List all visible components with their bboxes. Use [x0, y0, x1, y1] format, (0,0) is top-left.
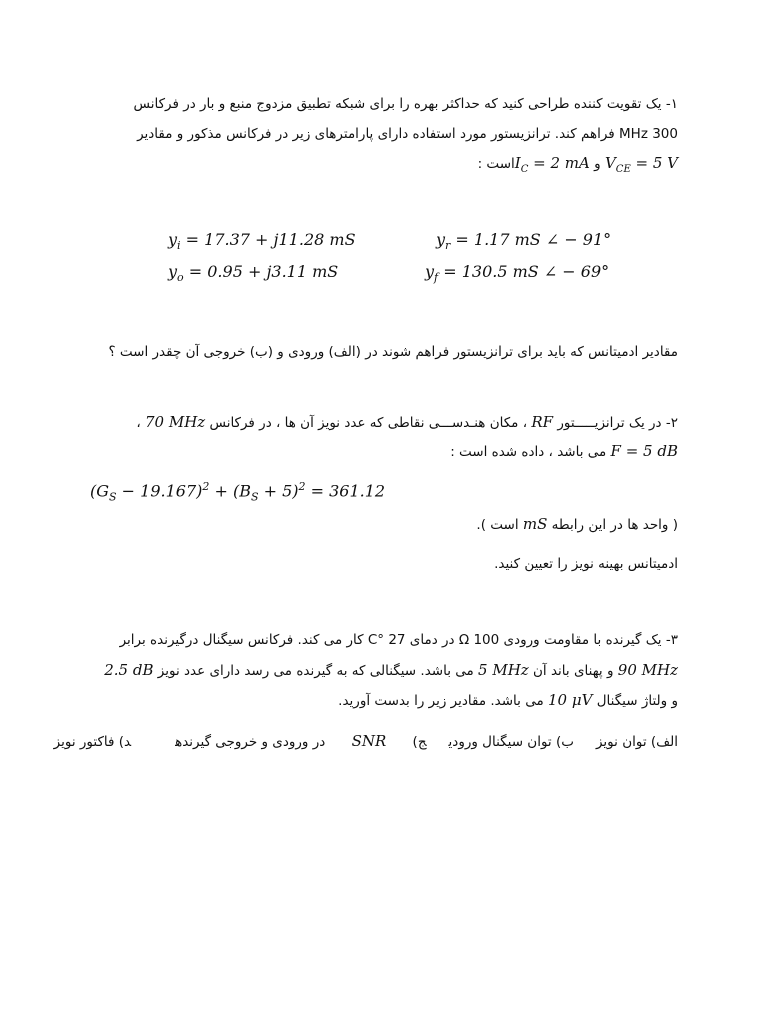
q2-circle-equation: $(G_S - 19.167)^2 + (B_S + 5)^2 = 361.12$	[90, 480, 386, 504]
q3-sub-questions	[32, 731, 678, 752]
q1-line3	[88, 153, 678, 180]
q2-rf: RF	[531, 413, 554, 431]
q1-question	[88, 342, 678, 362]
q1-line1-text: ۱- یک تقویت کننده طراحی کنید که حداکثر بهره را برای شبکه تطبیق مزدوج منبع و بار در فرکانس	[133, 96, 678, 112]
q1-vce-eq: $V_{CE} = 5$ V	[604, 154, 678, 175]
q1-question-text: مقادیر ادمیتانس که باید برای ترانزیستور فراهم شوند در (الف) ورودی و (ب) خروجی آن چقدر است ؟	[108, 344, 678, 360]
q3-line1-text: ۳- یک گیرنده با مقاومت ورودی Ω 100 در دمای C° 27 کار می کند. فرکانس سیگنال درگیرنده برابر	[119, 632, 678, 648]
q2-noise-figure: F = 5 dB	[610, 442, 678, 460]
q2-question-text: ادمیتانس بهینه نویز را تعیین کنید.	[494, 556, 678, 572]
q3-line2: 90 MHz و پهنای باند آن 5 MHz می باشد. سیگنالی که به گیرنده می رسد دارای عدد نویز 2.5 dB	[104, 661, 678, 679]
q3-line1	[88, 630, 678, 650]
q2-question	[88, 554, 678, 574]
q2-line2: F = 5 dB می باشد ، داده شده است :	[450, 442, 678, 460]
q1-yo-eq: $y_o = 0.95 + j3.11$ mS	[168, 262, 339, 285]
q3-line3: و ولتاژ سیگنال 10 μV می باشد. مقادیر زیر را بدست آورید.	[338, 691, 678, 709]
q1-yf-eq: $y_f = 130.5$ mS ∠ − 69°	[425, 262, 610, 285]
q1-yr-eq: $y_r = 1.17$ mS ∠ − 91°	[436, 230, 612, 253]
q3-option-d: د) فاکتور نویز	[53, 734, 132, 750]
q3-option-c: ج) SNR در ورودی و خروجی گیرنده	[175, 732, 427, 750]
q2-freq: 70 MHz	[144, 413, 206, 431]
q1-line2-text: 300 MHz فراهم کند. ترانزیستور مورد استفاده دارای پارامترهای زیر در فرکانس مذکور و مقادیر	[137, 126, 678, 142]
q3-option-a: الف) توان نویز	[595, 734, 678, 750]
q1-line2	[88, 124, 678, 144]
q1-and: و	[589, 156, 605, 172]
q1-ic-eq: $I_C = 2$ mA	[514, 154, 590, 175]
q1-line3-tail: است :	[477, 156, 515, 172]
q3-option-b: ب) توان سیگنال ورودی	[448, 734, 574, 750]
q2-line1: ۲- در یک ترانزیـــــتور RF ، مکان هنـدســـی نقاطی که عدد نویز آن ها ، در فرکانس 70 MHz ،	[136, 413, 678, 431]
q1-line1	[88, 94, 678, 114]
q2-units-note: ( واحد ها در این رابطه mS است ).	[476, 515, 678, 533]
q1-yi-eq: $y_i = 17.37 + j11.28$ mS	[168, 230, 356, 253]
